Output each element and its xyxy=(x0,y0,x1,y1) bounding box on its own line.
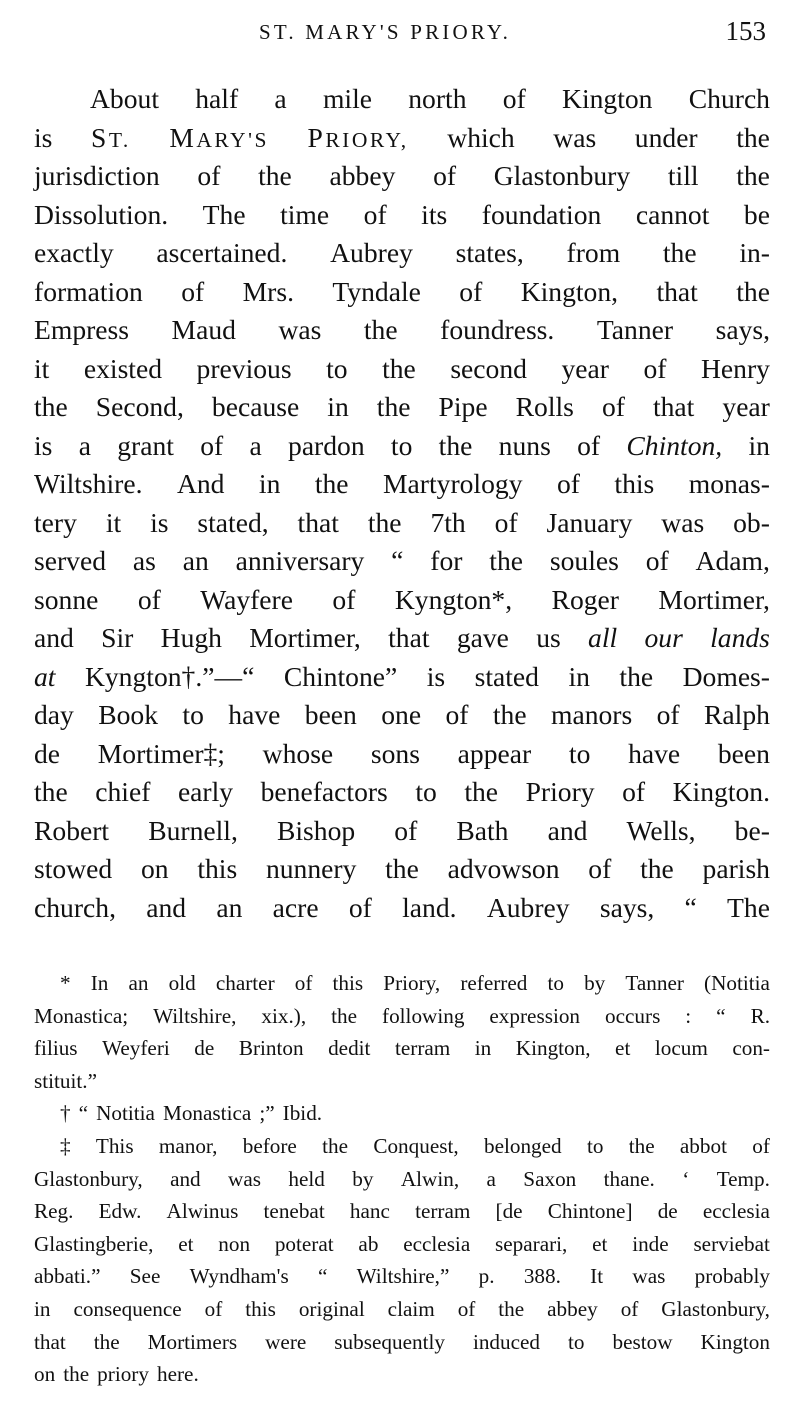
text-line: de Mortimer‡; whose sons appear to have been xyxy=(34,737,770,769)
text-line: Wiltshire. And in the Martyrology of this monas- xyxy=(34,468,770,499)
footnotes xyxy=(34,967,770,1391)
text-line: day Book to have been one of the manors of Ralph xyxy=(34,699,770,730)
text-line: is ST. MARY'S PRIORY, which was under the xyxy=(34,121,770,153)
footnote-line: Glastingberie, et non poterat ab ecclesia separari, et inde serviebat xyxy=(34,1231,770,1256)
text-line: tery it is stated, that the 7th of January was ob- xyxy=(34,506,770,538)
text-line: Robert Burnell, Bishop of Bath and Wells, be- xyxy=(34,814,770,846)
text-line: exactly ascertained. Aubrey states, from the in- xyxy=(34,237,770,268)
text-line: stowed on this nunnery the advowson of the parish xyxy=(34,853,770,884)
text-line: at Kyngton†.”—“ Chintone” is stated in the Domes- xyxy=(34,660,770,692)
footnote-line: in consequence of this original claim of the abbey of Glastonbury, xyxy=(34,1296,770,1321)
footnote-line: abbati.” See Wyndham's “ Wiltshire,” p. 388. It was probably xyxy=(34,1264,770,1289)
text-line: the chief early benefactors to the Priory of Kington. xyxy=(34,776,770,807)
text-line: Empress Maud was the foundress. Tanner says, xyxy=(34,314,770,345)
footnote-line: on the priory here. xyxy=(34,1362,199,1387)
text-line: sonne of Wayfere of Kyngton*, Roger Mortimer, xyxy=(34,583,770,615)
text-line: Dissolution. The time of its foundation cannot be xyxy=(34,198,770,230)
text-line: served as an anniversary “ for the soules of Adam, xyxy=(34,545,770,576)
footnote-line: † “ Notitia Monastica ;” Ibid. xyxy=(60,1101,323,1126)
text-line: church, and an acre of land. Aubrey says, “ The xyxy=(34,891,770,923)
text-line: is a grant of a pardon to the nuns of Chinton, in xyxy=(34,429,770,461)
text-line: it existed previous to the second year of Henry xyxy=(34,352,770,384)
footnote-line: ‡ This manor, before the Conquest, belonged to the abbot of xyxy=(60,1133,770,1158)
footnote-line: * In an old charter of this Priory, referred to by Tanner (Notitia xyxy=(60,971,770,995)
footnote-line: that the Mortimers were subsequently induced to bestow Kington xyxy=(34,1329,770,1354)
body-text xyxy=(34,80,770,927)
text-line: and Sir Hugh Mortimer, that gave us all our lands xyxy=(34,622,770,653)
running-title: ST. MARY'S PRIORY. xyxy=(259,20,512,44)
footnote-line: Monastica; Wiltshire, xix.), the following expression occurs : “ R. xyxy=(34,1003,770,1028)
footnote-line: Reg. Edw. Alwinus tenebat hanc terram [de Chintone] de ecclesia xyxy=(34,1199,770,1224)
page-number: 153 xyxy=(725,16,766,46)
text-line: the Second, because in the Pipe Rolls of that year xyxy=(34,391,770,422)
text-line: formation of Mrs. Tyndale of Kington, that the xyxy=(34,275,770,307)
page-header xyxy=(0,18,800,54)
text-line: jurisdiction of the abbey of Glastonbury till the xyxy=(34,160,770,191)
text-line: About half a mile north of Kington Church xyxy=(90,83,770,114)
footnote-line: Glastonbury, and was held by Alwin, a Saxon thane. ‘ Temp. xyxy=(34,1166,770,1191)
footnote-line: stituit.” xyxy=(34,1068,97,1093)
footnote-line: filius Weyferi de Brinton dedit terram in Kington, et locum con- xyxy=(34,1036,770,1061)
